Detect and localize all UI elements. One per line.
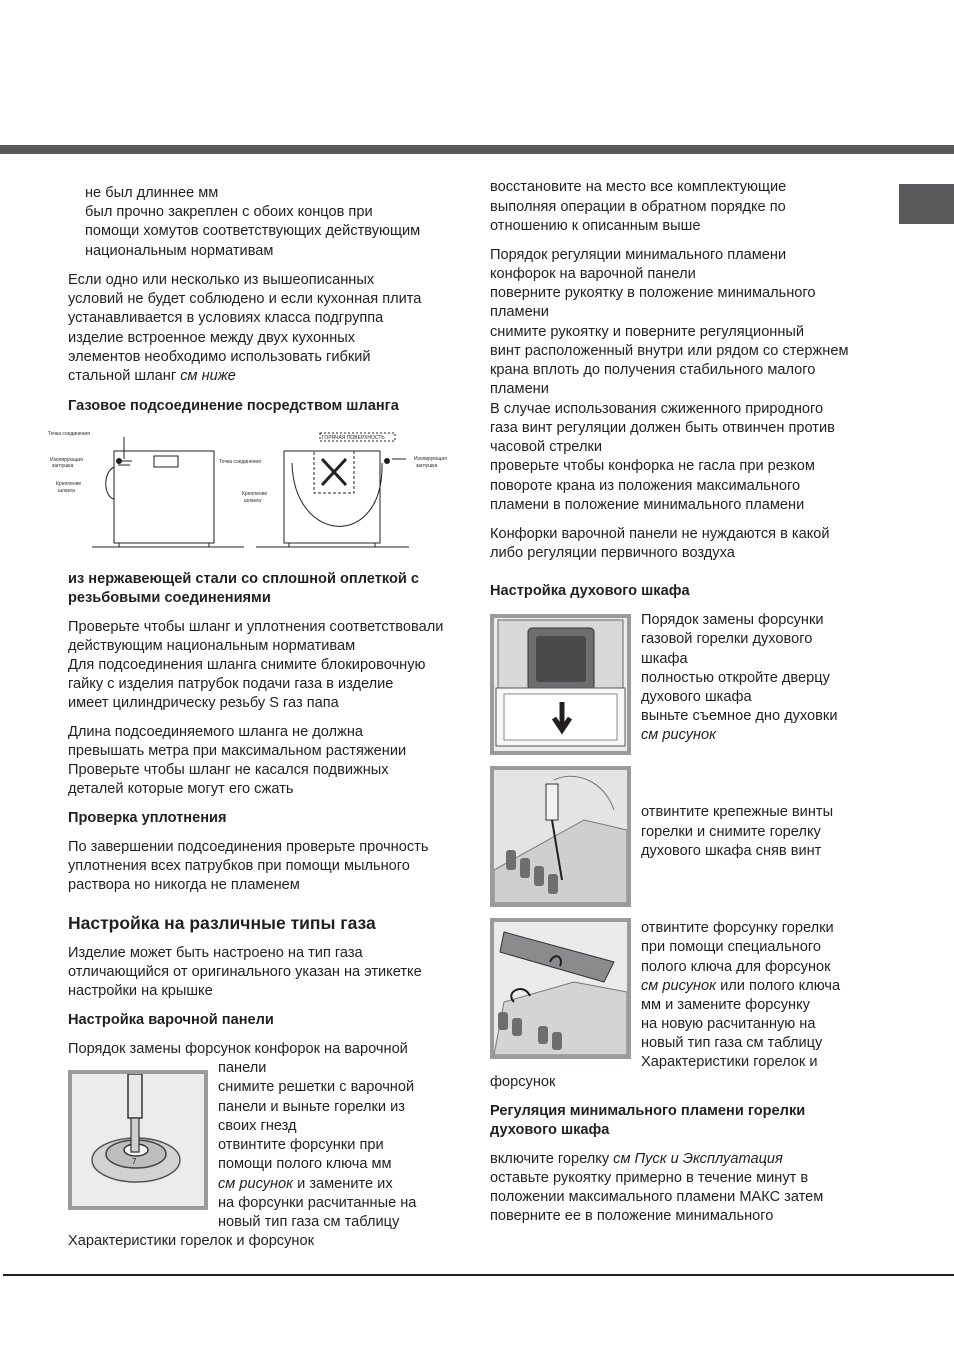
label-connection-point-right: Точка соединения (219, 459, 261, 465)
paragraph-line: превышать метра при максимальном растяжении (68, 743, 407, 759)
oven-bottom-figure (490, 614, 631, 755)
hose-connection-diagram (44, 425, 464, 555)
steel-hose-text: стальной шланг (68, 368, 181, 384)
paragraph-line: отличающийся от оригинального указан на этикетке (68, 964, 422, 980)
label-plug-left-2: заглушка (52, 463, 74, 469)
oven-min-flame-heading-1: Регуляция минимального пламени горелки (490, 1103, 806, 1119)
oven-text: газовой горелки духового (641, 631, 813, 647)
paragraph-line: крана вплоть до получения стабильного малого (490, 362, 816, 378)
hose-condition-2c: национальным нормативам (85, 243, 274, 259)
burner-text: своих гнезд (218, 1118, 297, 1134)
paragraph-line: имеет цилиндрическу резьбу S газ папа (68, 695, 339, 711)
paragraph-line: Порядок замены форсунок конфорок на варочной (68, 1041, 408, 1057)
oven-text: Характеристики горелок и (641, 1054, 818, 1070)
oven-text: новый тип газа см таблицу (641, 1035, 823, 1051)
gas-type-section-title: Настройка на различные типы газа (68, 913, 376, 933)
paragraph-line: Конфорки варочной панели не нуждаются в какой (490, 526, 830, 542)
burner-text: отвинтите форсунки при (218, 1137, 384, 1153)
hob-setup-heading: Настройка варочной панели (68, 1012, 274, 1028)
oven-text: духового шкафа сняв винт (641, 843, 822, 859)
svg-text:7: 7 (132, 1157, 137, 1166)
language-tab (899, 184, 954, 224)
paragraph-line: Длина подсоединяемого шланга не должна (68, 724, 364, 740)
oven-text: отвинтите крепежные винты (641, 804, 834, 820)
oven-text-last: форсунок (490, 1074, 556, 1090)
paragraph-line: повороте крана из положения максимального (490, 478, 801, 494)
paragraph-line: По завершении подсоединения проверьте прочность (68, 839, 429, 855)
oven-text: отвинтите форсунку горелки (641, 920, 834, 936)
paragraph-line: Для подсоединения шланга снимите блокировочную (68, 657, 426, 673)
oven-text: на новую расчитанную на (641, 1016, 816, 1032)
paragraph-line: винт расположенный внутри или рядом со стержнем (490, 343, 849, 359)
burner-text-rest: и замените их (293, 1176, 393, 1192)
steel-hose-heading-1: из нержавеющей стали со сплошной оплеткой с (68, 571, 420, 587)
burner-text-last: Характеристики горелок и форсунок (68, 1233, 314, 1249)
paragraph-line: элементов необходимо использовать гибкий (68, 349, 371, 365)
label-plug-right-1: Изолирующая (414, 456, 447, 462)
paragraph-line: поверните рукоятку в положение минимального (490, 285, 816, 301)
paragraph-line: восстановите на место все комплектующие (490, 179, 787, 195)
ignite-burner-text: включите горелку (490, 1151, 614, 1167)
paragraph-line: гайку с изделия патрубок подачи газа в изделие (68, 676, 394, 692)
paragraph-line: настройки на крышке (68, 983, 213, 999)
oven-text: шкафа (641, 651, 688, 667)
paragraph-line: изделие встроенное между двух кухонных (68, 330, 356, 346)
steel-hose-heading-2: резьбовыми соединениями (68, 590, 271, 606)
oven-nozzle-wrench-figure (490, 918, 631, 1059)
cooker-right-outline (284, 451, 380, 543)
oven-nozzle-wrench-illustration (494, 922, 627, 1055)
paragraph-line: пламени в положение минимального пламени (490, 497, 805, 513)
paragraph-line: снимите рукоятку и поверните регуляционный (490, 324, 805, 340)
paragraph-line: В случае использования сжиженного природного (490, 401, 824, 417)
paragraph-line: Порядок регуляции минимального пламени (490, 247, 787, 263)
oven-text: Порядок замены форсунки (641, 612, 824, 628)
paragraph-line: положении максимального пламени МАКС затем (490, 1189, 824, 1205)
paragraph-line: действующим национальным нормативам (68, 638, 356, 654)
see-start-operation-ref: см Пуск и Эксплуатация (613, 1151, 783, 1167)
burner-text: панели и выньте горелки из (218, 1099, 405, 1115)
oven-burner-screws-figure (490, 766, 631, 907)
plug-right (385, 459, 390, 464)
paragraph-line: выполняя операции в обратном порядке по (490, 199, 786, 215)
burner-text (218, 1175, 393, 1194)
paragraph-line: условий не будет соблюдено и если кухонная плита (68, 291, 422, 307)
oven-text-rest: или полого ключа (716, 978, 841, 994)
paragraph-line: конфорок на варочной панели (490, 266, 696, 282)
paragraph-line: устанавливается в условиях класса подгруппа (68, 310, 384, 326)
paragraph-line: проверьте чтобы конфорка не гасла при резком (490, 458, 815, 474)
paragraph-line: уплотнения всех патрубков при помощи мыльного (68, 858, 410, 874)
paragraph-line: Проверьте чтобы шланг не касался подвижных (68, 762, 389, 778)
hose-condition-2: был прочно закреплен с обоих концов при (85, 204, 373, 220)
burner-text: панели (218, 1060, 267, 1076)
oven-text: выньте съемное дно духовки (641, 708, 838, 724)
oven-setup-heading: Настройка духового шкафа (490, 583, 690, 599)
label-connection-point-left: Точка соединения (48, 431, 90, 437)
burner-text: новый тип газа см таблицу (218, 1214, 400, 1230)
oven-text: горелки и снимите горелку (641, 824, 821, 840)
hose-condition-2b: помощи хомутов соответствующих действующим (85, 223, 421, 239)
oven-text: духового шкафа (641, 689, 752, 705)
burner-text: снимите решетки с варочной (218, 1079, 415, 1095)
burner-nozzle-figure (68, 1070, 208, 1210)
hose-left (106, 467, 114, 499)
label-mount-left-2: шланга (58, 488, 75, 494)
paragraph-line: пламени (490, 304, 549, 320)
oven-text (641, 977, 840, 996)
burner-wrench-illustration (72, 1074, 204, 1206)
burner-text: на форсунки расчитанные на (218, 1195, 417, 1211)
cooker-left-panel (154, 456, 178, 467)
label-plug-right-2: заглушка (416, 463, 438, 469)
paragraph-line: раствора но никогда не пламенем (68, 877, 300, 893)
see-below-ref: см ниже (180, 368, 236, 384)
oven-min-flame-heading-2: духового шкафа (490, 1122, 610, 1138)
plug-left (117, 459, 122, 464)
label-mount-right-2: шланга (244, 498, 261, 504)
paragraph-line: Изделие может быть настроено на тип газа (68, 945, 363, 961)
label-mount-left-1: Крепление (56, 481, 82, 487)
see-figure-ref: см рисунок (218, 1176, 294, 1192)
oven-bottom-illustration (494, 618, 627, 751)
oven-text: полностью откройте дверцу (641, 670, 830, 686)
label-mount-right-1: Крепление (242, 491, 268, 497)
paragraph-line: либо регуляции первичного воздуха (490, 545, 735, 561)
paragraph-line: оставьте рукоятку примерно в течение минут в (490, 1170, 809, 1186)
paragraph-line: Проверьте чтобы шланг и уплотнения соответствовали (68, 619, 444, 635)
paragraph-line (490, 1150, 783, 1169)
paragraph-line: поверните ее в положение минимального (490, 1208, 774, 1224)
bottom-rule (3, 1274, 954, 1276)
burner-text: помощи полого ключа мм (218, 1156, 392, 1172)
oven-text: полого ключа для форсунок (641, 959, 831, 975)
oven-text: при помощи специального (641, 939, 821, 955)
seal-check-heading: Проверка уплотнения (68, 810, 227, 826)
label-hot-surface: ГОРЯЧАЯ ПОВЕРХНОСТЬ (322, 435, 385, 441)
paragraph-line: деталей которые могут его сжать (68, 781, 294, 797)
hose-connection-heading: Газовое подсоединение посредством шланга (68, 398, 399, 414)
oven-burner-screwdriver-illustration (494, 770, 627, 903)
paragraph-line (68, 367, 236, 386)
top-rule (0, 145, 954, 154)
paragraph-line: пламени (490, 381, 549, 397)
hose-condition-1: не был длиннее мм (85, 185, 219, 201)
see-figure-ref: см рисунок (641, 727, 717, 743)
prohibited-cross-icon (322, 459, 346, 485)
paragraph-line: газа винт регуляции должен быть отвинчен против (490, 420, 835, 436)
paragraph-line: часовой стрелки (490, 439, 602, 455)
label-plug-left-1: Изолирующая (50, 457, 83, 463)
hose-right-long (292, 463, 382, 526)
see-figure-ref: см рисунок (641, 978, 717, 994)
paragraph-line: отношению к описанным выше (490, 218, 701, 234)
paragraph-line: Если одно или несколько из вышеописанных (68, 272, 375, 288)
oven-text: мм и замените форсунку (641, 997, 810, 1013)
